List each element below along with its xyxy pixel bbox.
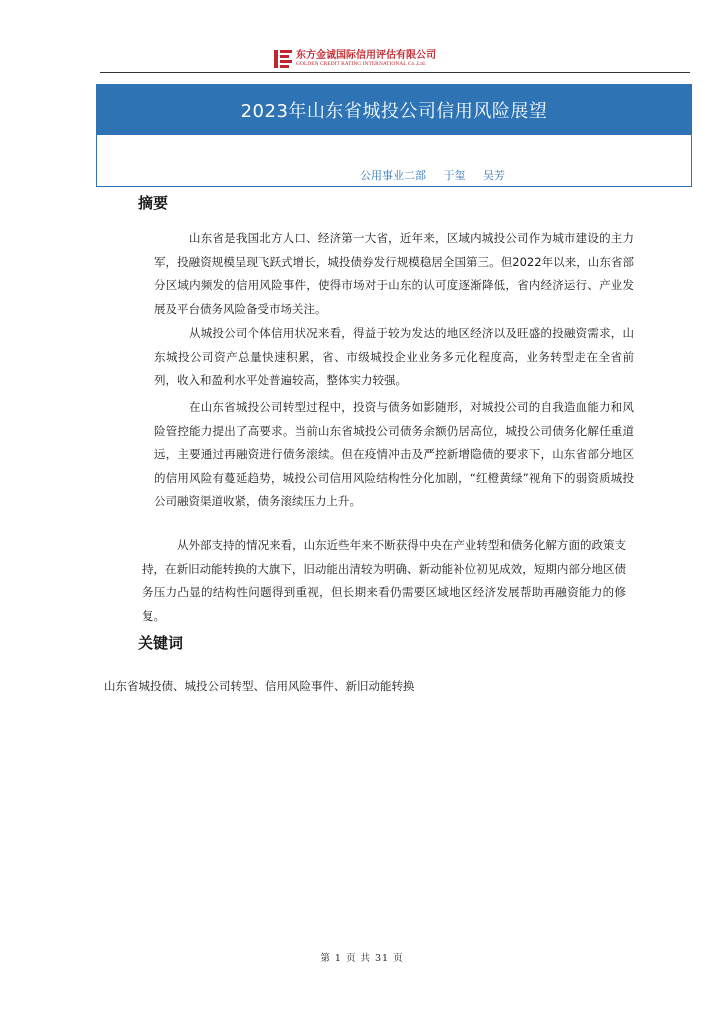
company-name-en: GOLDEN CREDIT RATING INTERNATIONAL Co.,Ltd. [296, 60, 427, 67]
abstract-paragraph: 从外部支持的情况来看，山东近些年来不断获得中央在产业转型和债务化解方面的政策支持，在新旧动能转换的大旗下，旧动能出清较为明确、新动能补位初见成效，短期内部分地区债务压力凸显的结构性问题得到重视，但长期来看仍需要区域地区经济发展帮助再融资能力的修复。 [142, 538, 626, 623]
title-band [97, 85, 691, 135]
department-label: 公用事业二部 [360, 169, 426, 182]
company-name-cn: 东方金诚国际信用评估有限公司 [296, 49, 436, 61]
author-name: 于玺 [443, 169, 466, 182]
header-divider [100, 72, 690, 73]
report-title: 2023年山东省城投公司信用风险展望 [240, 101, 548, 122]
keywords-text: 山东省城投债、城投公司转型、信用风险事件、新旧动能转换 [104, 679, 415, 693]
abstract-paragraph: 从城投公司个体信用状况来看，得益于较为发达的地区经济以及旺盛的投融资需求，山东城投公司资产总量快速积累，省、市级城投企业业务多元化程度高，业务转型走在全省前列，收入和盈利水平处普遍较高，整体实力较强。 [154, 326, 634, 387]
abstract-paragraph: 在山东省城投公司转型过程中，投资与债务如影随形，对城投公司的自我造血能力和风险管控能力提出了高要求。当前山东省城投公司债务余额仍居高位，城投公司债务化解任重道远，主要通过再融资进行债务滚续。但在疫情冲击及严控新增隐债的要求下，山东省部分地区的信用风险有蔓延趋势，城投公司信用风险结构性分化加剧，“红橙黄绿”视角下的弱资质城投公司融资渠道收紧，债务滚续压力上升。 [154, 400, 634, 508]
abstract-paragraph: 山东省是我国北方人口、经济第一大省，近年来，区域内城投公司作为城市建设的主力军，投融资规模呈现飞跃式增长，城投债券发行规模稳居全国第三。但2022年以来，山东省部分区域内频发的信用风险事件，使得市场对于山东的认可度逐渐降低，省内经济运行、产业发展及平台债务风险备受市场关注。 [154, 231, 634, 316]
author-line [360, 167, 505, 183]
page-number: 第 1 页 共 31 页 [320, 953, 404, 964]
abstract-heading: 摘要 [138, 194, 169, 212]
title-box [96, 84, 692, 187]
company-logo [274, 50, 436, 68]
keywords-heading: 关键词 [138, 634, 184, 652]
company-logo-icon [274, 50, 292, 68]
author-name: 吴芳 [483, 169, 505, 182]
